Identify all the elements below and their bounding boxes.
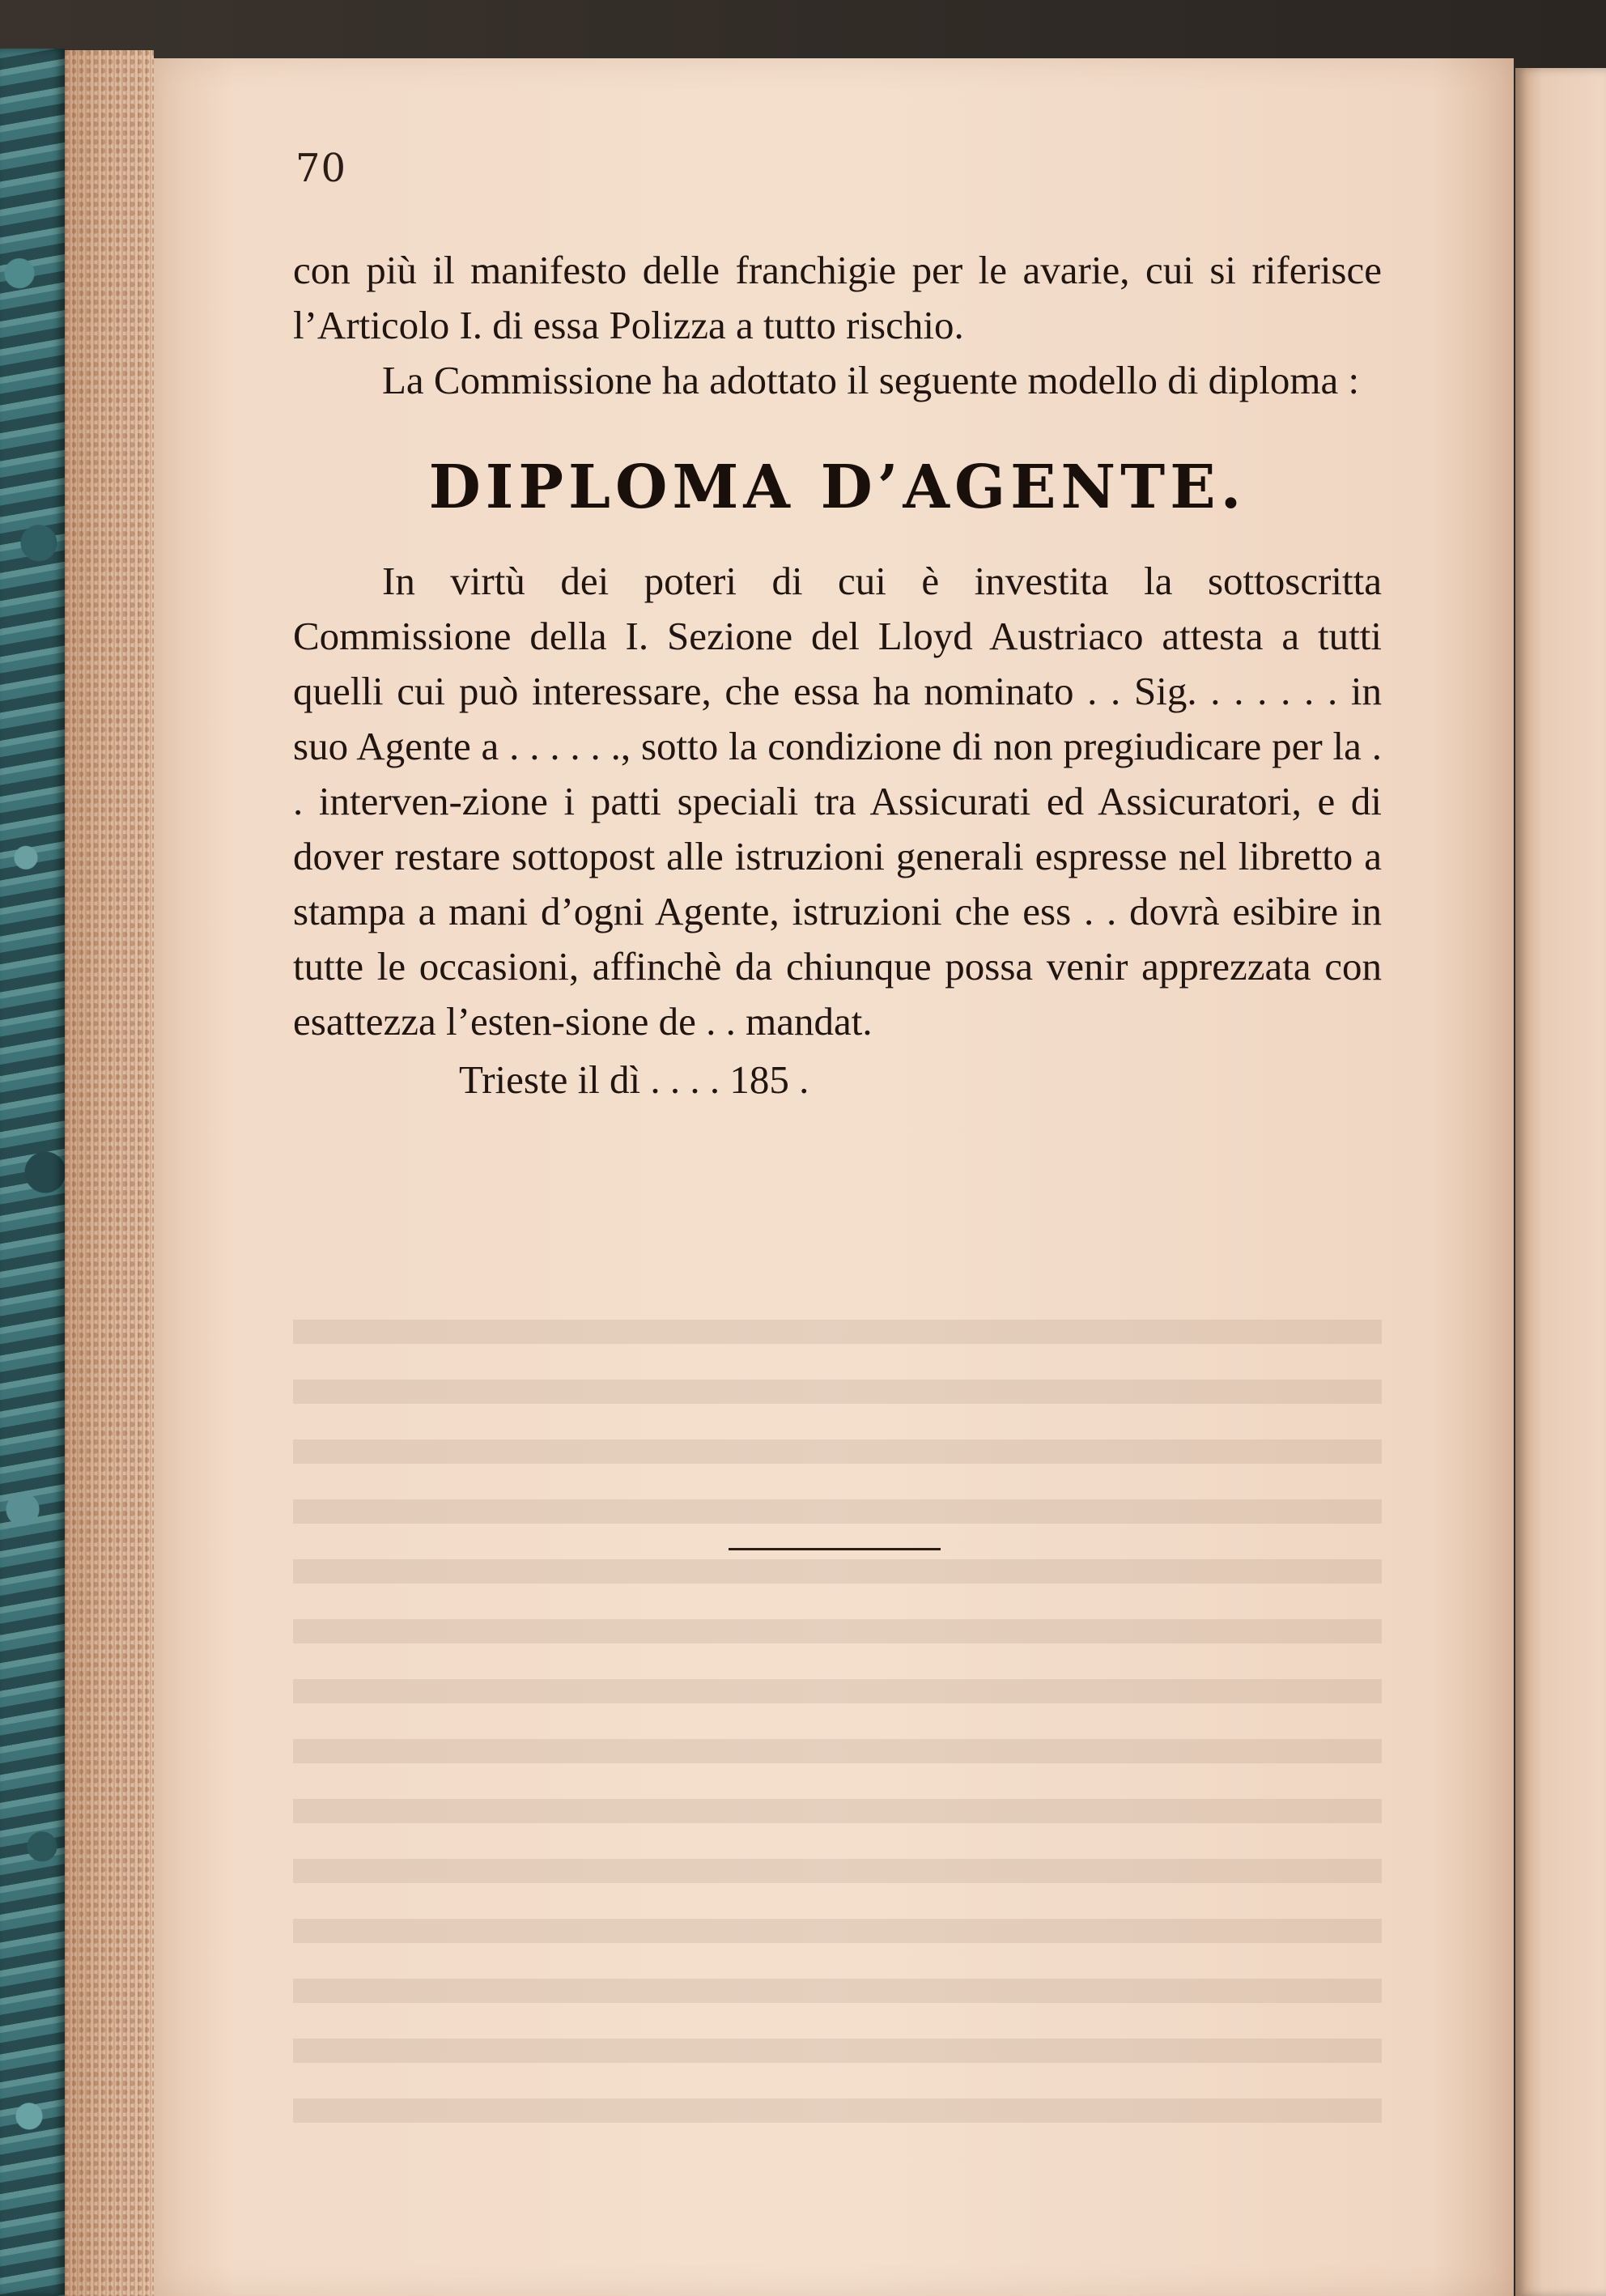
marbled-cover (0, 49, 65, 2296)
body-text (293, 243, 1382, 1108)
paragraph-3: In virtù dei poteri di cui è investita la sottoscritta Commissione della I. Sezione del Lloyd Austriaco attesta a tutti quelli cui può interessare, che essa ha nominato . . Sig. . . . . . . in suo Agente a . . . . . ., sotto la condizione di non pregiudicare per la . . interven-zione i patti speciali tra Assicurati ed Assicuratori, e di dover restare sottopost alle istruzioni generali espresse nel libretto a stampa a mani d’ogni Agente, istruzioni che ess . . dovrà esibire in tutte le occasioni, affinchè da chiunque possa venir apprezzata con esattezza l’esten-sione de . . mandat. (293, 559, 1382, 1044)
page-number: 70 (295, 146, 347, 191)
facing-page-edge (1515, 68, 1606, 2296)
page-edge-stack (65, 50, 154, 2296)
paragraph-2: La Commissione ha adottato il seguente modello di diploma : (382, 358, 1360, 402)
paragraph-1: con più il manifesto delle franchigie per le avarie, cui si riferisce l’Articolo I. di essa Polizza a tutto rischio. (293, 248, 1382, 347)
place-date-line: Trieste il dì . . . . 185 . (459, 1057, 809, 1102)
section-heading: DIPLOMA D’AGENTE. (428, 453, 1247, 522)
separator-rule (729, 1548, 941, 1550)
